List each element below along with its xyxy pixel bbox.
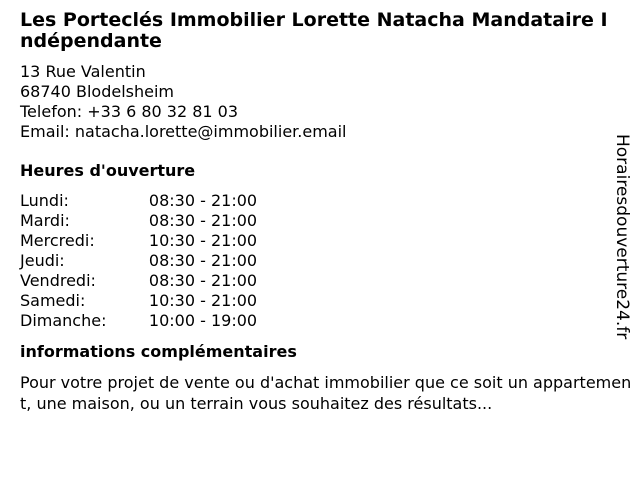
- hours-heading: Heures d'ouverture: [20, 161, 196, 180]
- info-heading: informations complémentaires: [20, 342, 297, 361]
- time-range: 10:30 - 21:00: [148, 231, 258, 250]
- address-block: [20, 62, 616, 142]
- hours-table: [20, 191, 268, 331]
- info-text: Pour votre projet de vente ou d'achat immobilier que ce soit un appartement, une maison, ou un terrain vous souhaitez des résultats...: [20, 373, 632, 413]
- business-name: Les Porteclés Immobilier Lorette Natacha Mandataire Indépendante: [20, 9, 608, 52]
- day-label: Dimanche:: [20, 311, 107, 330]
- time-range: 08:30 - 21:00: [148, 251, 258, 270]
- time-range: 08:30 - 21:00: [148, 211, 258, 230]
- day-label: Lundi:: [20, 191, 69, 210]
- email[interactable]: Email: natacha.lorette@immobilier.email: [20, 122, 347, 141]
- time-range: 10:30 - 21:00: [148, 291, 258, 310]
- day-label: Samedi:: [20, 291, 86, 310]
- phone[interactable]: Telefon: +33 6 80 32 81 03: [20, 102, 239, 121]
- hours-row: [20, 231, 268, 251]
- hours-row: [20, 211, 268, 231]
- time-range: 10:00 - 19:00: [148, 311, 258, 330]
- day-label: Mardi:: [20, 211, 70, 230]
- hours-row: [20, 271, 268, 291]
- hours-row: [20, 311, 268, 331]
- hours-row: [20, 291, 268, 311]
- time-range: 08:30 - 21:00: [148, 191, 258, 210]
- hours-row: [20, 191, 268, 211]
- street: 13 Rue Valentin: [20, 62, 146, 81]
- day-label: Vendredi:: [20, 271, 96, 290]
- day-label: Jeudi:: [20, 251, 65, 270]
- site-brand-label[interactable]: Horairesdouverture24.fr: [612, 134, 632, 340]
- city: 68740 Blodelsheim: [20, 82, 174, 101]
- hours-row: [20, 251, 268, 271]
- day-label: Mercredi:: [20, 231, 95, 250]
- time-range: 08:30 - 21:00: [148, 271, 258, 290]
